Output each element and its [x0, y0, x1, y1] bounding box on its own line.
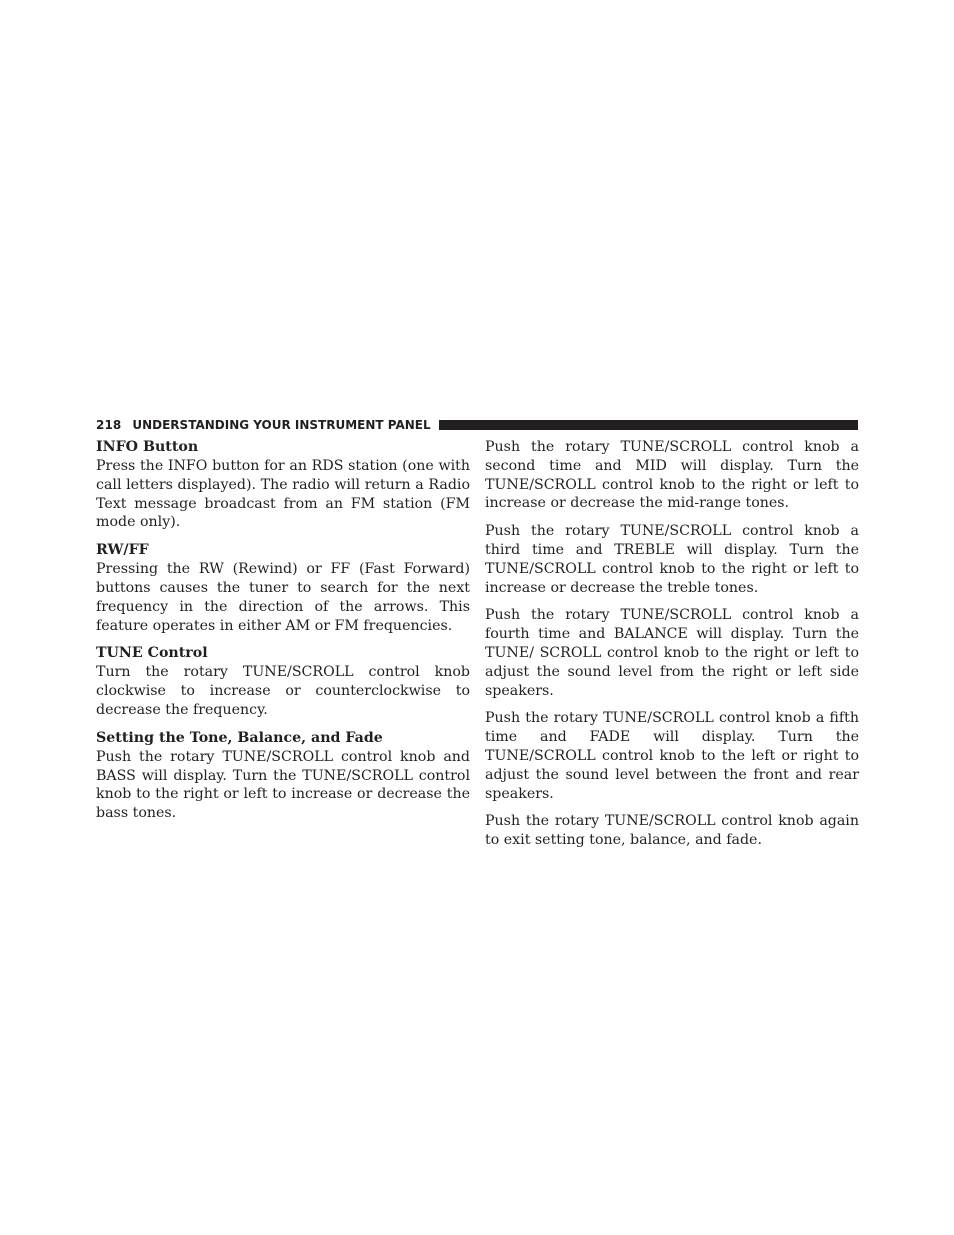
section-body: Turn the rotary TUNE/SCROLL control knob clockwise to increase or counterclockwise to decrease the frequency. [96, 664, 470, 718]
section-body: Push the rotary TUNE/SCROLL control knob and BASS will display. Turn the TUNE/SCROLL control knob to the right or left to increase or decrease the bass tones. [96, 748, 470, 822]
section-heading: INFO Button [96, 439, 199, 455]
section-heading: RW/FF [96, 542, 149, 559]
header-rule [439, 420, 858, 430]
section-title: UNDERSTANDING YOUR INSTRUMENT PANEL [132, 418, 431, 432]
paragraph: Push the rotary TUNE/SCROLL control knob a third time and TREBLE will display. Turn the TUNE/SCROLL control knob to the right or left to increase or decrease the treble tones. [485, 523, 859, 596]
tune-control-section [96, 644, 470, 719]
paragraph: Push the rotary TUNE/SCROLL control knob a second time and MID will display. Turn the TUNE/SCROLL control knob to the right or left to increase or decrease the mid-range tones. [485, 439, 859, 512]
paragraph: Push the rotary TUNE/SCROLL control knob again to exit setting tone, balance, and fade. [485, 813, 859, 849]
page-header [96, 417, 858, 433]
rw-ff-section [96, 541, 470, 635]
section-body: Press the INFO button for an RDS station (one with call letters displayed). The radio will return a Radio Text message broadcast from an FM station (FM mode only). [96, 458, 470, 531]
section-heading: Setting the Tone, Balance, and Fade [96, 729, 383, 746]
paragraph: Push the rotary TUNE/SCROLL control knob a fourth time and BALANCE will display. Turn the TUNE/ SCROLL control knob to the right or left to adjust the sound level from the right or left side speakers. [485, 607, 859, 699]
tone-balance-fade-section [96, 729, 470, 823]
page-number: 218 [96, 418, 122, 432]
section-body: Pressing the RW (Rewind) or FF (Fast Forward) buttons causes the tuner to search for the next frequency in the direction of the arrows. This feature operates in either AM or FM frequencies. [96, 561, 470, 634]
paragraph: Push the rotary TUNE/SCROLL control knob a fifth time and FADE will display. Turn the TUNE/SCROLL control knob to the left or right to adjust the sound level between the front and rear speakers. [485, 710, 859, 802]
section-heading: TUNE Control [96, 645, 208, 662]
left-column [96, 438, 470, 832]
right-column [485, 438, 859, 859]
info-button-section [96, 438, 470, 532]
